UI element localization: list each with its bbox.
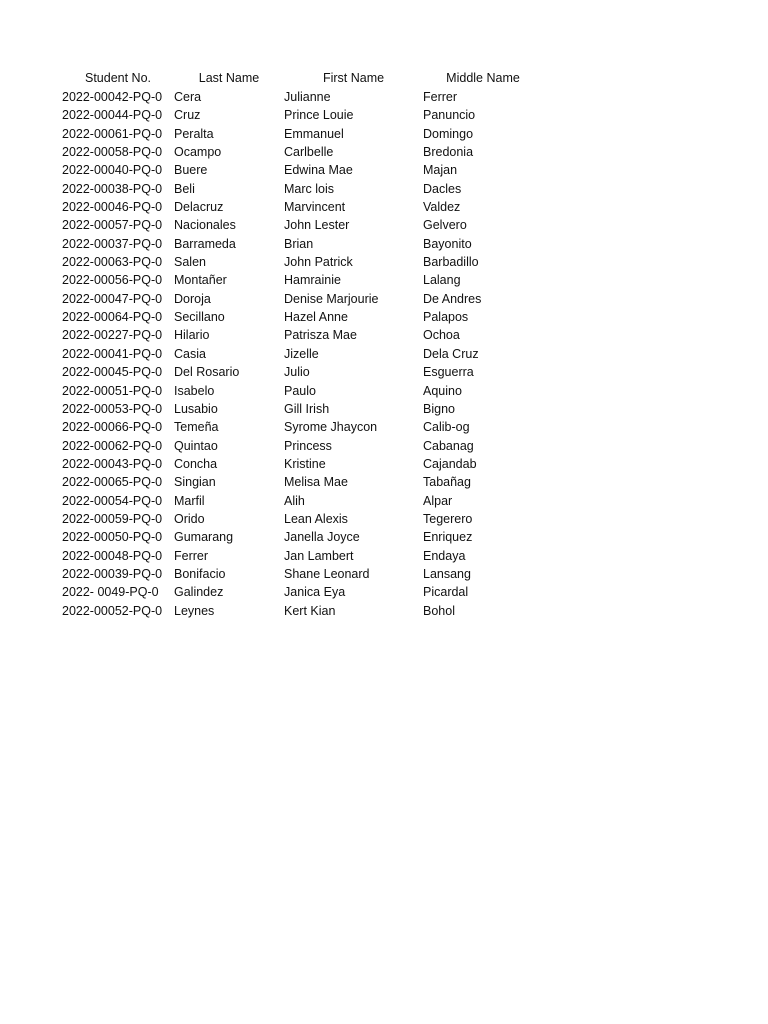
first-name-cell: Prince Louie — [284, 108, 354, 123]
last-name-cell: Leynes — [174, 603, 215, 618]
middle-name-cell: Lalang — [423, 273, 461, 288]
student-no-cell: 2022-00050-PQ-0 — [62, 530, 163, 545]
student-no-cell: 2022-00040-PQ-0 — [62, 163, 163, 178]
first-name-cell: Janica Eya — [284, 585, 346, 600]
last-name-cell: Barrameda — [174, 236, 236, 251]
middle-name-cell: Aquino — [423, 383, 462, 398]
last-name-cell: Nacionales — [174, 218, 236, 233]
student-no-cell: 2022-00063-PQ-0 — [62, 255, 163, 270]
last-name-cell: Ocampo — [174, 145, 222, 160]
student-no-cell: 2022-00039-PQ-0 — [62, 566, 163, 581]
middle-name-cell: Picardal — [423, 585, 469, 600]
student-no-cell: 2022-00053-PQ-0 — [62, 401, 163, 416]
first-name-cell: Janella Joyce — [284, 530, 360, 545]
student-no-cell: 2022-00041-PQ-0 — [62, 346, 163, 361]
middle-name-header: Middle Name — [446, 70, 520, 85]
first-name-cell: Paulo — [284, 383, 316, 398]
student-no-cell: 2022-00064-PQ-0 — [62, 310, 163, 325]
student-no-cell: 2022-00046-PQ-0 — [62, 200, 163, 215]
last-name-cell: Cruz — [174, 108, 201, 123]
student-no-cell: 2022-00056-PQ-0 — [62, 273, 163, 288]
first-name-cell: Edwina Mae — [284, 163, 353, 178]
student-no-cell: 2022-00059-PQ-0 — [62, 511, 163, 526]
table-row — [62, 345, 543, 363]
last-name-cell: Beli — [174, 181, 195, 196]
last-name-cell: Cera — [174, 90, 202, 104]
last-name-cell: Hilario — [174, 328, 210, 343]
student-no-cell: 2022-00042-PQ-0 — [62, 90, 163, 104]
middle-name-cell: Domingo — [423, 126, 474, 141]
last-name-cell: Gumarang — [174, 530, 234, 545]
table-row — [62, 510, 543, 528]
first-name-cell: Marvincent — [284, 200, 346, 215]
middle-name-cell: De Andres — [423, 291, 482, 306]
student-no-cell: 2022-00043-PQ-0 — [62, 456, 163, 471]
middle-name-cell: Endaya — [423, 548, 466, 563]
table-row — [62, 418, 543, 436]
table-row — [62, 161, 543, 179]
middle-name-cell: Bohol — [423, 603, 455, 618]
middle-name-cell: Ferrer — [423, 90, 458, 104]
student-no-header: Student No. — [84, 70, 151, 85]
last-name-cell: Marfil — [174, 493, 205, 508]
last-name-cell: Concha — [174, 456, 218, 471]
middle-name-cell: Esguerra — [423, 365, 474, 380]
table-row — [62, 326, 543, 344]
table-row — [62, 180, 543, 198]
table-row — [62, 400, 543, 418]
first-name-cell: Emmanuel — [284, 126, 344, 141]
middle-name-cell: Valdez — [423, 200, 461, 215]
first-name-cell: John Lester — [284, 218, 350, 233]
middle-name-cell: Ochoa — [423, 328, 460, 343]
first-name-cell: Carlbelle — [284, 145, 334, 160]
last-name-cell: Casia — [174, 346, 206, 361]
middle-name-cell: Dacles — [423, 181, 462, 196]
last-name-cell: Bonifacio — [174, 566, 226, 581]
student-no-cell: 2022-00066-PQ-0 — [62, 420, 163, 435]
student-roster-table — [62, 68, 543, 620]
first-name-cell: Julio — [284, 365, 310, 380]
table-row — [62, 235, 543, 253]
last-name-cell: Lusabio — [174, 401, 218, 416]
table-row — [62, 583, 543, 601]
first-name-cell: Princess — [284, 438, 332, 453]
first-name-cell: Hazel Anne — [284, 310, 348, 325]
middle-name-cell: Calib-og — [423, 420, 470, 435]
first-name-cell: John Patrick — [284, 255, 353, 270]
table-row — [62, 547, 543, 565]
table-row — [62, 143, 543, 161]
last-name-cell: Temeña — [174, 420, 219, 435]
table-row — [62, 106, 543, 124]
middle-name-cell: Alpar — [423, 493, 453, 508]
middle-name-cell: Tegerero — [423, 511, 473, 526]
first-name-cell: Jan Lambert — [284, 548, 354, 563]
table-row — [62, 290, 543, 308]
last-name-cell: Isabelo — [174, 383, 215, 398]
student-no-cell: 2022-00051-PQ-0 — [62, 383, 163, 398]
first-name-cell: Lean Alexis — [284, 511, 348, 526]
first-name-cell: Brian — [284, 236, 314, 251]
first-name-cell: Kristine — [284, 456, 326, 471]
first-name-cell: Marc lois — [284, 181, 335, 196]
table-row — [62, 473, 543, 491]
first-name-cell: Hamrainie — [284, 273, 341, 288]
middle-name-cell: Palapos — [423, 310, 469, 325]
table-row — [62, 437, 543, 455]
table-row — [62, 125, 543, 143]
last-name-cell: Montañer — [174, 273, 227, 288]
table-row — [62, 565, 543, 583]
table-row — [62, 216, 543, 234]
table-row — [62, 271, 543, 289]
middle-name-cell: Barbadillo — [423, 255, 479, 270]
table-row — [62, 455, 543, 473]
student-no-cell: 2022-00054-PQ-0 — [62, 493, 163, 508]
middle-name-cell: Bigno — [423, 401, 455, 416]
table-row — [62, 253, 543, 271]
table-row — [62, 198, 543, 216]
student-no-cell: 2022-00048-PQ-0 — [62, 548, 163, 563]
first-name-cell: Patrisza Mae — [284, 328, 357, 343]
table-row — [62, 363, 543, 381]
table-row — [62, 528, 543, 546]
middle-name-cell: Gelvero — [423, 218, 467, 233]
middle-name-cell: Cajandab — [423, 456, 477, 471]
last-name-cell: Quintao — [174, 438, 218, 453]
middle-name-cell: Tabañag — [423, 475, 471, 490]
first-name-cell: Kert Kian — [284, 603, 336, 618]
middle-name-cell: Lansang — [423, 566, 471, 581]
last-name-header: Last Name — [198, 70, 260, 85]
first-name-cell: Denise Marjourie — [284, 291, 379, 306]
student-no-cell: 2022-00227-PQ-0 — [62, 328, 163, 343]
middle-name-cell: Bayonito — [423, 236, 472, 251]
student-no-cell: 2022-00047-PQ-0 — [62, 291, 163, 306]
middle-name-cell: Dela Cruz — [423, 346, 479, 361]
first-name-cell: Shane Leonard — [284, 566, 370, 581]
last-name-cell: Delacruz — [174, 200, 224, 215]
table-row — [62, 602, 543, 620]
last-name-cell: Singian — [174, 475, 216, 490]
last-name-cell: Salen — [174, 255, 206, 270]
first-name-cell: Syrome Jhaycon — [284, 420, 378, 435]
student-no-cell: 2022-00045-PQ-0 — [62, 365, 163, 380]
table-body — [62, 88, 543, 620]
last-name-cell: Secillano — [174, 310, 225, 325]
student-no-cell: 2022-00061-PQ-0 — [62, 126, 163, 141]
table-row — [62, 382, 543, 400]
first-name-cell: Jizelle — [284, 346, 319, 361]
middle-name-cell: Enriquez — [423, 530, 473, 545]
last-name-cell: Peralta — [174, 126, 214, 141]
first-name-cell: Gill Irish — [284, 401, 330, 416]
header-row — [62, 68, 543, 88]
table-header — [62, 68, 543, 88]
last-name-cell: Ferrer — [174, 548, 209, 563]
last-name-cell: Doroja — [174, 291, 211, 306]
first-name-cell: Julianne — [284, 90, 331, 104]
student-no-cell: 2022-00062-PQ-0 — [62, 438, 163, 453]
student-no-cell: 2022-00065-PQ-0 — [62, 475, 163, 490]
last-name-cell: Buere — [174, 163, 208, 178]
middle-name-cell: Bredonia — [423, 145, 474, 160]
first-name-cell: Alih — [284, 493, 305, 508]
last-name-cell: Del Rosario — [174, 365, 240, 380]
student-no-cell: 2022- 0049-PQ-0 — [62, 585, 159, 600]
student-no-cell: 2022-00057-PQ-0 — [62, 218, 163, 233]
student-no-cell: 2022-00058-PQ-0 — [62, 145, 163, 160]
middle-name-cell: Majan — [423, 163, 458, 178]
student-no-cell: 2022-00044-PQ-0 — [62, 108, 163, 123]
first-name-header: First Name — [322, 70, 385, 85]
middle-name-cell: Cabanag — [423, 438, 474, 453]
table-row — [62, 88, 543, 106]
student-no-cell: 2022-00037-PQ-0 — [62, 236, 163, 251]
student-no-cell: 2022-00038-PQ-0 — [62, 181, 163, 196]
last-name-cell: Galindez — [174, 585, 224, 600]
first-name-cell: Melisa Mae — [284, 475, 348, 490]
student-no-cell: 2022-00052-PQ-0 — [62, 603, 163, 618]
middle-name-cell: Panuncio — [423, 108, 476, 123]
table-row — [62, 492, 543, 510]
table-row — [62, 308, 543, 326]
last-name-cell: Orido — [174, 511, 205, 526]
